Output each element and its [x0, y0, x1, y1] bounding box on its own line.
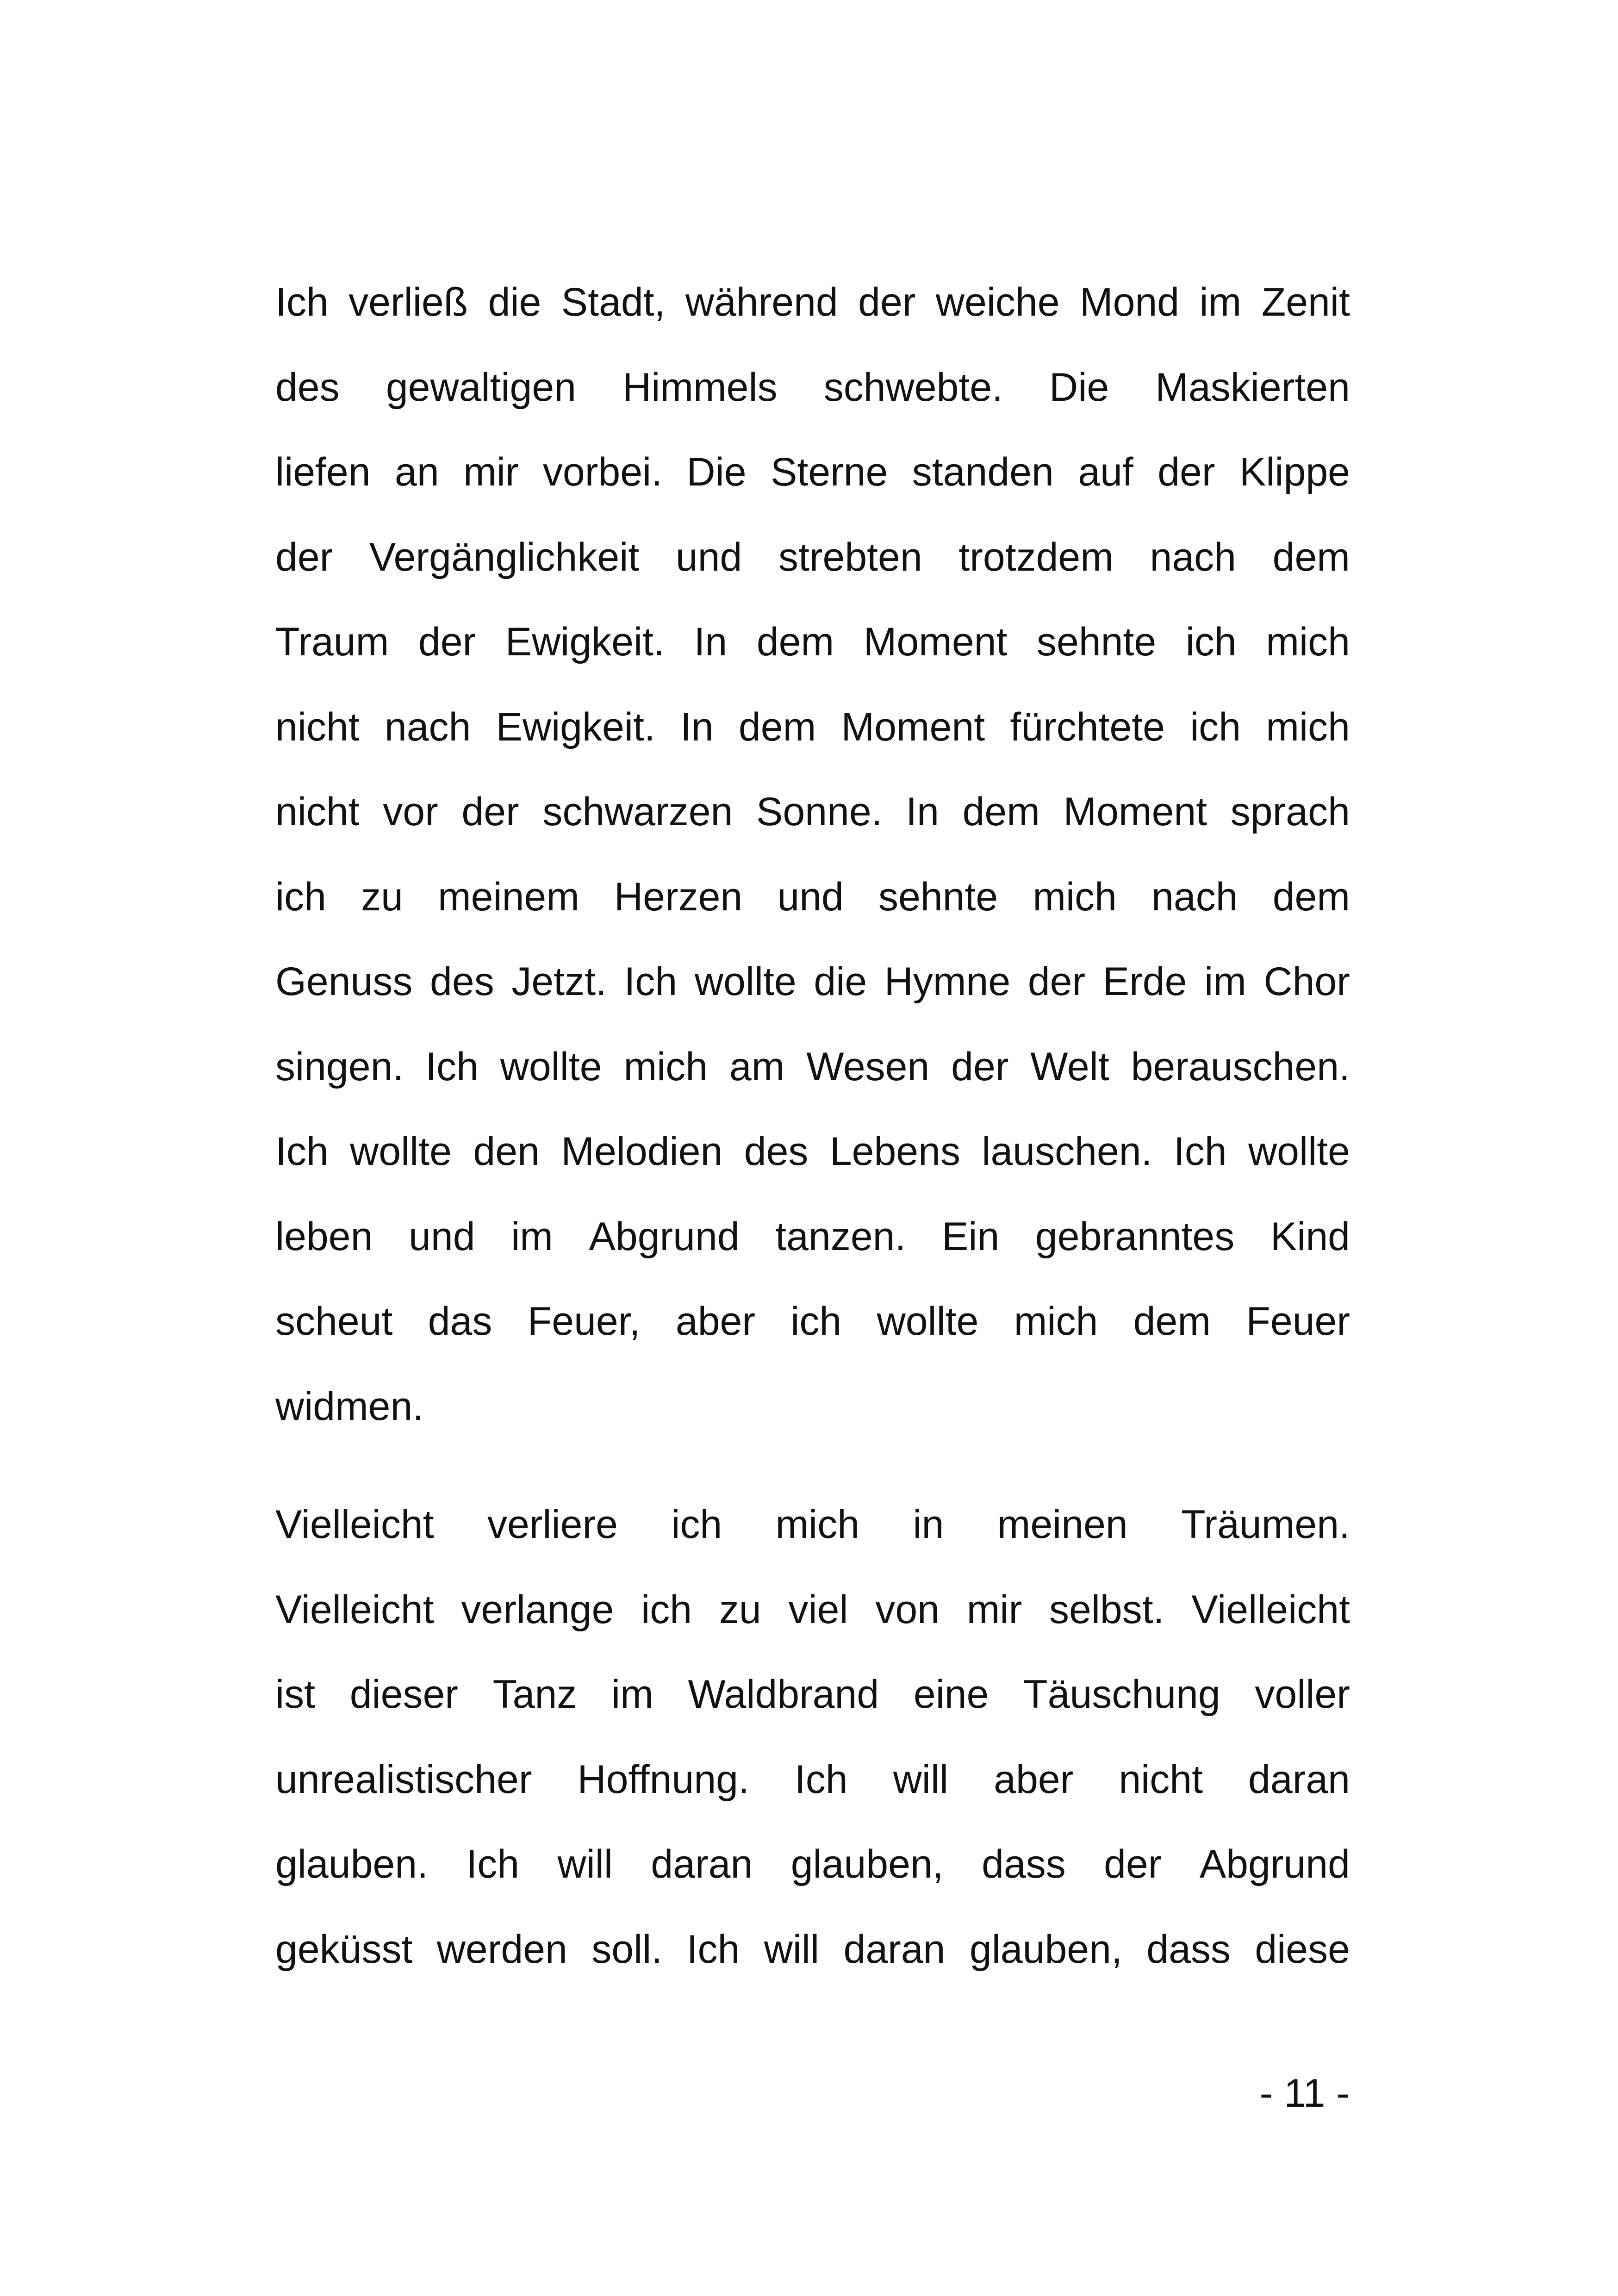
word: Ewigkeit. — [505, 620, 665, 664]
word: lauschen. — [982, 1129, 1152, 1174]
word: im — [1204, 959, 1246, 1004]
word: In — [906, 790, 939, 834]
word: Moment — [1063, 790, 1207, 834]
page-number: - 11 - — [1259, 2071, 1350, 2116]
text-line — [275, 702, 1350, 753]
word: glauben. — [275, 1842, 428, 1886]
word: Genuss — [275, 959, 413, 1004]
word: werden — [436, 1927, 567, 1972]
word: der — [461, 790, 519, 834]
word: im — [611, 1672, 653, 1717]
word: wollte — [694, 959, 797, 1004]
word: auf — [1078, 450, 1133, 494]
word: Lebens — [829, 1129, 960, 1174]
word: sprach — [1230, 790, 1350, 834]
word: mich — [1033, 874, 1117, 919]
word: Zenit — [1261, 280, 1350, 324]
word: der — [951, 1044, 1009, 1089]
word: will — [893, 1757, 949, 1802]
word: Mond — [1079, 280, 1180, 324]
word: Hoffnung. — [577, 1757, 749, 1802]
word: Tanz — [492, 1672, 577, 1717]
word: Feuer, — [527, 1299, 641, 1344]
word: Abgrund — [589, 1214, 740, 1259]
text-line — [275, 1669, 1350, 1720]
word: Moment — [863, 620, 1008, 664]
word: Chor — [1263, 959, 1350, 1004]
word: dass — [1146, 1927, 1231, 1972]
text-line — [275, 1296, 1350, 1347]
word: In — [680, 704, 714, 749]
text-line — [275, 871, 1350, 922]
word: zu — [719, 1587, 761, 1632]
word: Erde — [1102, 959, 1187, 1004]
word: und — [675, 535, 742, 579]
word: Klippe — [1239, 450, 1350, 494]
word: der — [1157, 450, 1215, 494]
word: meinen — [997, 1502, 1128, 1547]
text-line — [275, 447, 1350, 498]
word: der — [1104, 1842, 1162, 1886]
word: Vielleicht — [275, 1587, 434, 1632]
word: Vielleicht — [275, 1502, 434, 1547]
word: verließ — [348, 280, 468, 324]
word: daran — [843, 1927, 946, 1972]
word: der — [275, 535, 333, 579]
word: dieser — [349, 1672, 458, 1717]
word: Abgrund — [1199, 1842, 1350, 1886]
word: selbst. — [1049, 1587, 1164, 1632]
word: Ewigkeit. — [496, 704, 655, 749]
word: aber — [994, 1757, 1074, 1802]
word: und — [777, 874, 844, 919]
word: Träumen. — [1181, 1502, 1350, 1547]
word: des — [430, 959, 494, 1004]
word: Ich — [794, 1757, 848, 1802]
word: dem — [756, 620, 834, 664]
word: dem — [1272, 874, 1350, 919]
word: berauschen. — [1131, 1044, 1350, 1089]
word: schwebte. — [823, 365, 1003, 410]
word: standen — [912, 450, 1054, 494]
word: will — [764, 1927, 820, 1972]
word: Feuer — [1246, 1299, 1350, 1344]
word: Waldbrand — [688, 1672, 879, 1717]
word: Ich — [275, 280, 329, 324]
word: dem — [738, 704, 816, 749]
word: ich — [1185, 620, 1237, 664]
word: will — [557, 1842, 613, 1886]
word: mich — [1266, 704, 1350, 749]
word: strebten — [778, 535, 922, 579]
word: daran — [651, 1842, 753, 1886]
word: ich — [275, 874, 326, 919]
word: wollte — [500, 1044, 602, 1089]
word: dem — [1133, 1299, 1211, 1344]
word: mir — [966, 1587, 1022, 1632]
word: nach — [1150, 535, 1237, 579]
word: glauben, — [969, 1927, 1122, 1972]
text-line — [275, 362, 1350, 413]
word: vor — [383, 790, 438, 834]
word: Himmels — [622, 365, 778, 410]
word: dem — [962, 790, 1040, 834]
text-line — [275, 616, 1350, 667]
word: der — [418, 620, 476, 664]
text-line — [275, 1754, 1350, 1805]
word: die — [814, 959, 867, 1004]
word: nicht — [1119, 1757, 1203, 1802]
text-line: widmen. — [275, 1384, 424, 1429]
word: ich — [671, 1502, 722, 1547]
word: nach — [384, 704, 471, 749]
word: verliere — [487, 1502, 618, 1547]
word: Die — [1049, 365, 1109, 410]
word: der — [858, 280, 916, 324]
word: Melodien — [561, 1129, 723, 1174]
word: daran — [1248, 1757, 1350, 1802]
text-line — [275, 1924, 1350, 1975]
word: Ich — [686, 1927, 740, 1972]
word: mich — [1266, 620, 1350, 664]
word: Jetzt. — [511, 959, 607, 1004]
word: Ich — [1173, 1129, 1227, 1174]
word: an — [395, 450, 439, 494]
word: ich — [1190, 704, 1241, 749]
word: Vielleicht — [1191, 1587, 1350, 1632]
word: mich — [623, 1044, 708, 1089]
word: nicht — [275, 704, 360, 749]
word: geküsst — [275, 1927, 413, 1972]
word: Maskierten — [1155, 365, 1350, 410]
word: dass — [982, 1842, 1066, 1886]
word: eine — [913, 1672, 989, 1717]
word: tanzen. — [775, 1214, 906, 1259]
word: ich — [790, 1299, 842, 1344]
word: Ich — [425, 1044, 479, 1089]
word: das — [428, 1299, 492, 1344]
word: mich — [775, 1502, 860, 1547]
word: schwarzen — [542, 790, 733, 834]
word: im — [511, 1214, 553, 1259]
word: soll. — [591, 1927, 663, 1972]
word: Sonne. — [756, 790, 883, 834]
word: diese — [1255, 1927, 1350, 1972]
word: von — [875, 1587, 940, 1632]
word: glauben, — [790, 1842, 944, 1886]
word: Ich — [466, 1842, 520, 1886]
word: dem — [1272, 535, 1350, 579]
word: liefen — [275, 450, 371, 494]
word: weiche — [935, 280, 1060, 324]
word: scheut — [275, 1299, 393, 1344]
word: Kind — [1270, 1214, 1350, 1259]
word: Wesen — [806, 1044, 930, 1089]
word: Traum — [275, 620, 389, 664]
text-line — [275, 1839, 1350, 1890]
text-line — [275, 1211, 1350, 1262]
word: gewaltigen — [386, 365, 577, 410]
text-line — [275, 956, 1350, 1007]
text-line — [275, 786, 1350, 837]
text-line — [275, 1041, 1350, 1092]
word: Die — [686, 450, 747, 494]
word: wollte — [350, 1129, 452, 1174]
word: wollte — [877, 1299, 979, 1344]
word: während — [685, 280, 838, 324]
word: mich — [1014, 1299, 1098, 1344]
text-line — [275, 277, 1350, 328]
word: Ich — [624, 959, 678, 1004]
word: ist — [275, 1672, 315, 1717]
word: und — [409, 1214, 475, 1259]
word: sehnte — [1036, 620, 1157, 664]
word: Hymne — [884, 959, 1011, 1004]
word: zu — [361, 874, 403, 919]
word: der — [1027, 959, 1086, 1004]
word: viel — [788, 1587, 848, 1632]
word: Moment — [841, 704, 985, 749]
word: wollte — [1248, 1129, 1350, 1174]
word: Täuschung — [1023, 1672, 1220, 1717]
word: nach — [1151, 874, 1238, 919]
word: unrealistischer — [275, 1757, 532, 1802]
word: aber — [675, 1299, 755, 1344]
text-line — [275, 1499, 1350, 1550]
word: In — [694, 620, 728, 664]
word: in — [913, 1502, 944, 1547]
word: sehnte — [878, 874, 998, 919]
word: voller — [1255, 1672, 1350, 1717]
word: meinem — [438, 874, 579, 919]
word: verlange — [461, 1587, 614, 1632]
word: Sterne — [770, 450, 888, 494]
word: Ein — [942, 1214, 1000, 1259]
text-line — [275, 1126, 1350, 1177]
word: vorbei. — [542, 450, 663, 494]
word: ich — [641, 1587, 692, 1632]
word: des — [275, 365, 340, 410]
word: den — [473, 1129, 540, 1174]
word: nicht — [275, 790, 360, 834]
word: Herzen — [614, 874, 743, 919]
word: Ich — [275, 1129, 329, 1174]
word: Vergänglichkeit — [369, 535, 640, 579]
word: des — [744, 1129, 809, 1174]
word: trotzdem — [958, 535, 1114, 579]
word: Welt — [1030, 1044, 1109, 1089]
word: Stadt, — [561, 280, 666, 324]
text-line — [275, 532, 1350, 583]
word: singen. — [275, 1044, 404, 1089]
word: fürchtete — [1010, 704, 1165, 749]
word: mir — [463, 450, 519, 494]
word: leben — [275, 1214, 373, 1259]
word: am — [729, 1044, 785, 1089]
text-line — [275, 1584, 1350, 1635]
word: im — [1199, 280, 1242, 324]
word: die — [488, 280, 541, 324]
word: gebranntes — [1035, 1214, 1235, 1259]
